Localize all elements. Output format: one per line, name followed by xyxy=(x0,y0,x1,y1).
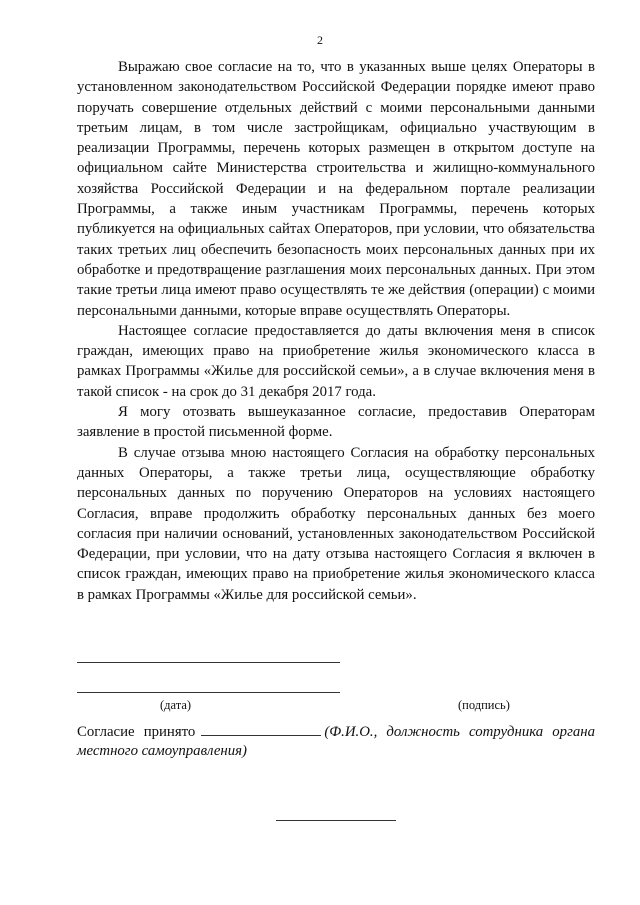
official-name-note: (Ф.И.О., должность сотрудника органа местного самоуправления) xyxy=(77,724,595,759)
date-caption: (дата) xyxy=(160,698,192,712)
consent-accepted-block xyxy=(77,723,595,761)
consent-body xyxy=(77,57,595,605)
paragraph-third-parties: Выражаю свое согласие на то, что в указанных выше целях Операторы в установленном законодательством Российской Федерации порядке имеют право поручать совершение отдельных действий с моими персональными данными третьим лицам, в том числе застройщикам, официально участвующим в реализации Программы, перечень которых размещен в открытом доступе на официальном сайте Министерства строительства и жилищно-коммунального хозяйства Российской Федерации и на федеральном портале реализации Программы, а также иным участникам Программы, перечень которых публикуется на официальных сайтах Операторов, при условии, что обязательства таких третьих лиц обеспечить безопасность моих персональных данных при их обработке и предотвращение разглашения моих персональных данных. При этом такие третьи лица имеют право осуществлять те же действия (операции) с моими персональными данными, которые вправе осуществлять Операторы. xyxy=(77,59,595,319)
paragraph-validity-term: Настоящее согласие предоставляется до даты включения меня в список граждан, имеющих право на приобретение жилья экономического класса в рамках Программы «Жилье для российской семьи», а в случае включения меня в такой список - на срок до 31 декабря 2017 года. xyxy=(77,322,595,400)
date-line xyxy=(77,692,340,693)
end-of-document-line xyxy=(276,820,396,821)
signature-caption: (подпись) xyxy=(458,698,510,712)
paragraph-revocation: Я могу отозвать вышеуказанное согласие, предоставив Операторам заявление в простой письменной форме. xyxy=(77,404,595,441)
consent-accepted-label: Согласие принято xyxy=(77,724,196,740)
official-name-blank xyxy=(201,723,321,736)
page-number: 2 xyxy=(317,33,323,47)
name-line xyxy=(77,662,340,663)
paragraph-revocation-consequences: В случае отзыва мною настоящего Согласия на обработку персональных данных Операторы, а также третьи лица, осуществляющие обработку персональных данных по поручению Операторов на условиях настоящего Согласия, вправе продолжить обработку персональных данных без моего согласия при наличии оснований, установленных законодательством Российской Федерации, при условии, что на дату отзыва настоящего Согласия я включен в список граждан, имеющих право на приобретение жилья экономического класса в рамках Программы «Жилье для российской семьи». xyxy=(77,444,595,603)
